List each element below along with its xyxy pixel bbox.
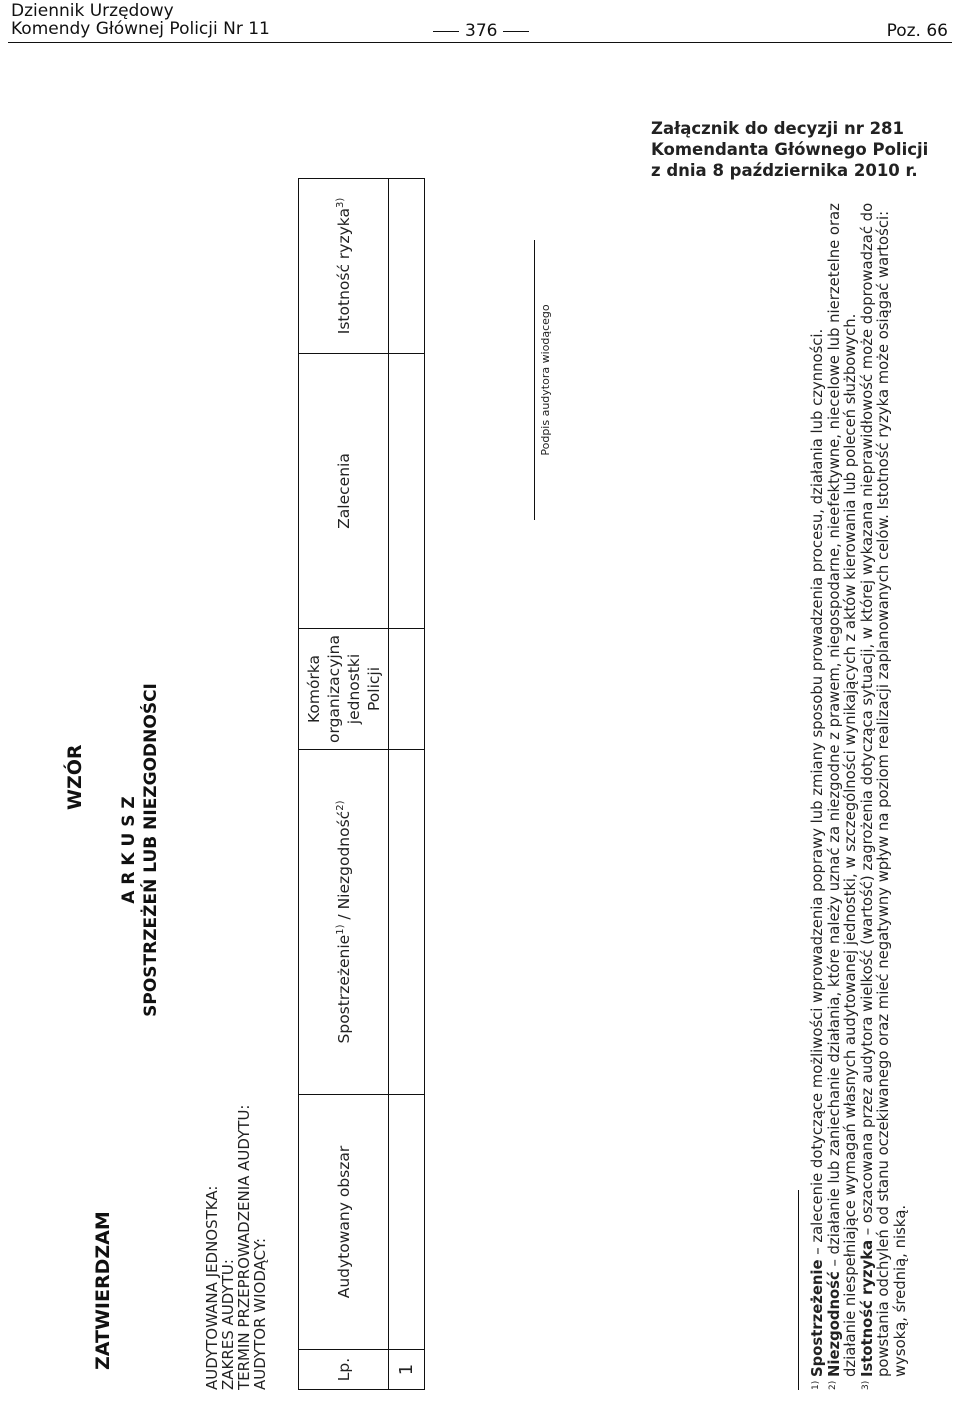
- journal-title: [11, 2, 270, 38]
- cell-row-number: 1: [389, 1350, 425, 1390]
- field-audit-scope: ZAKRES AUDYTU:: [219, 1259, 237, 1390]
- table-row: [389, 178, 425, 1389]
- header-org-unit-line2: organizacyjna: [324, 634, 343, 743]
- footnote-1-term: Spostrzeżenie: [809, 1259, 826, 1377]
- annex-line3: z dnia 8 października 2010 r.: [651, 161, 918, 180]
- footnote-rule: [798, 1190, 799, 1390]
- footnote-1-marker: 1): [811, 1380, 821, 1390]
- footnote-2-text: – działanie lub zaniechanie działania, które należy uznać za niezgodne z prawem, niegospodarne, nieefektywne, niecelowe lub nierzetelne oraz działanie niespełniające wymagań własnych audytowanej jednostki, w szczególności wynikających z aktów kierowania lub poleceń służbowych.: [825, 203, 859, 1377]
- footnote-3-text: – oszacowana przez audytora wielkość (wartość) zagrożenia dotycząca sytuacji, w której wykazana nieprawidłowość może doprowadzać do powstania odchyleń od stanu oczekiwanego oraz mieć negatywny wpływ na poziom realizacji zaplanowanych celów. Istotność ryzyka może osiągać wartości: wysoką, średnią, niską.: [858, 202, 909, 1377]
- header-lp: Lp.: [299, 1350, 389, 1390]
- field-audited-unit: AUDYTOWANA JEDNOSTKA:: [203, 1185, 221, 1390]
- field-lead-auditor: AUDYTOR WIODĄCY:: [251, 1237, 269, 1390]
- audit-fields: [204, 1105, 268, 1391]
- footnote-3-term: Istotność ryzyka: [858, 1239, 876, 1377]
- approve-label: ZATWIERDZAM: [92, 1211, 114, 1370]
- header-observation: [299, 750, 389, 1095]
- rotated-form: [62, 160, 942, 1400]
- annex-line1: Załącznik do decyzji nr 281: [651, 119, 905, 138]
- footnotes: [810, 175, 909, 1390]
- signature-line: [534, 240, 535, 520]
- page-number-value: 376: [465, 21, 498, 41]
- cell-empty: [389, 178, 425, 353]
- cell-empty: [389, 628, 425, 749]
- footnote-3-marker: 3): [860, 1380, 871, 1390]
- table-header-row: [299, 178, 389, 1389]
- position-label: Poz. 66: [886, 21, 948, 41]
- footnote-2-term: Niezgodność: [825, 1271, 843, 1377]
- header-rule: [8, 42, 952, 43]
- annex-line2: Komendanta Głównego Policji: [651, 140, 929, 159]
- footnote-2: [827, 175, 860, 1390]
- header-observation-b: / Niezgodność: [334, 810, 353, 920]
- form-title-line2: SPOSTRZEŻEŃ LUB NIEZGODNOŚCI: [141, 683, 161, 1017]
- footnote-2-marker: 2): [827, 1380, 838, 1390]
- findings-table: [298, 178, 425, 1390]
- header-org-unit-line3: jednostki Policji: [344, 653, 383, 725]
- header-org-unit: [299, 628, 389, 749]
- header-audited-area: Audytowany obszar: [299, 1095, 389, 1350]
- header-observation-a: Spostrzeżenie: [334, 934, 353, 1044]
- page-number: [433, 21, 529, 41]
- header-risk-label: Istotność ryzyka: [334, 208, 353, 335]
- header-risk: [299, 178, 389, 353]
- dash-right: [503, 31, 529, 32]
- footnote-1-text: – zalecenie dotyczące możliwości wprowadzenia poprawy lub zmiany sposobu prowadzenia procesu, działania lub czynności.: [809, 328, 826, 1260]
- signature-label: Podpis audytora wiodącego: [539, 304, 552, 456]
- field-audit-date: TERMIN PRZEPROWADZENIA AUDYTU:: [235, 1104, 253, 1390]
- page-header: [0, 0, 960, 44]
- journal-title-line1: Dziennik Urzędowy: [11, 1, 174, 21]
- template-label: WZÓR: [64, 744, 86, 810]
- header-risk-sup: 3): [334, 197, 346, 209]
- header-org-unit-line1: Komórka: [304, 654, 323, 724]
- cell-empty: [389, 1095, 425, 1350]
- dash-left: [433, 31, 459, 32]
- cell-empty: [389, 353, 425, 628]
- journal-title-line2: Komendy Głównej Policji Nr 11: [11, 19, 270, 39]
- header-observation-sup-b: 2): [334, 800, 346, 811]
- form-title: [118, 650, 162, 1050]
- footnote-1: [810, 175, 827, 1390]
- form-title-line1: A R K U S Z: [119, 796, 139, 904]
- footnote-3: [860, 175, 910, 1390]
- cell-empty: [389, 750, 425, 1095]
- header-observation-sup-a: 1): [334, 924, 346, 935]
- header-recommendations: Zalecenia: [299, 353, 389, 628]
